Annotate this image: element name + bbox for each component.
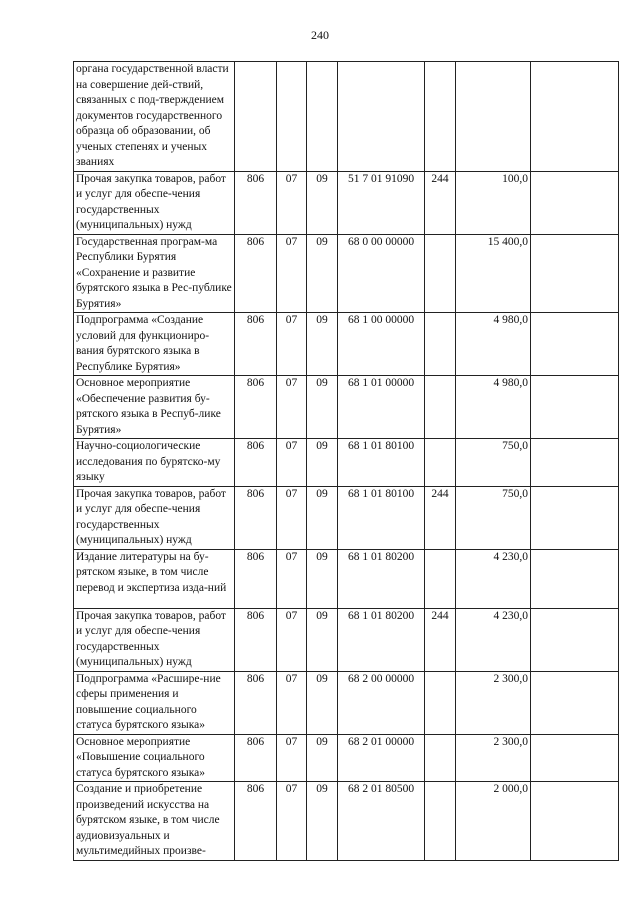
ministry-code-cell: 806 [235, 171, 277, 234]
table-body [74, 62, 619, 861]
row-name-cell: Основное мероприятие «Обеспечение развития бу-рятского языка в Респуб-лике Бурятия» [74, 376, 235, 439]
table-row [74, 734, 619, 782]
extra-cell [531, 782, 619, 861]
row-name-cell: органа государственной власти на совершение дей-ствий, связанных с под-тверждением документов государственного образца об образовании, об ученых степенях и ученых званиях [74, 62, 235, 172]
expense-type-cell [425, 313, 456, 376]
ministry-code-cell: 806 [235, 234, 277, 313]
expense-type-cell: 244 [425, 171, 456, 234]
extra-cell [531, 439, 619, 487]
budget-table [73, 61, 619, 861]
target-article-cell: 68 2 01 00000 [338, 734, 425, 782]
target-article-cell: 51 7 01 91090 [338, 171, 425, 234]
target-article-cell: 68 0 00 00000 [338, 234, 425, 313]
ministry-code-cell: 806 [235, 439, 277, 487]
table-row [74, 782, 619, 861]
section-cell [277, 62, 307, 172]
subsection-cell: 09 [307, 439, 338, 487]
section-cell: 07 [277, 734, 307, 782]
section-cell: 07 [277, 439, 307, 487]
subsection-cell: 09 [307, 734, 338, 782]
subsection-cell: 09 [307, 782, 338, 861]
expense-type-cell [425, 376, 456, 439]
table-row [74, 376, 619, 439]
ministry-code-cell: 806 [235, 549, 277, 608]
expense-type-cell [425, 782, 456, 861]
amount-cell: 2 300,0 [456, 671, 531, 734]
expense-type-cell [425, 234, 456, 313]
expense-type-cell [425, 734, 456, 782]
ministry-code-cell: 806 [235, 376, 277, 439]
expense-type-cell: 244 [425, 608, 456, 671]
extra-cell [531, 671, 619, 734]
amount-cell: 100,0 [456, 171, 531, 234]
target-article-cell: 68 1 01 80200 [338, 608, 425, 671]
extra-cell [531, 486, 619, 549]
expense-type-cell [425, 62, 456, 172]
row-name-cell: Основное мероприятие «Повышение социального статуса бурятского языка» [74, 734, 235, 782]
ministry-code-cell: 806 [235, 313, 277, 376]
subsection-cell: 09 [307, 486, 338, 549]
amount-cell: 4 980,0 [456, 376, 531, 439]
extra-cell [531, 376, 619, 439]
row-name-cell: Подпрограмма «Создание условий для функциониро-вания бурятского языка в Республике Бурятия» [74, 313, 235, 376]
ministry-code-cell: 806 [235, 671, 277, 734]
table-row [74, 486, 619, 549]
subsection-cell: 09 [307, 171, 338, 234]
target-article-cell: 68 1 00 00000 [338, 313, 425, 376]
subsection-cell: 09 [307, 549, 338, 608]
expense-type-cell: 244 [425, 486, 456, 549]
amount-cell: 4 980,0 [456, 313, 531, 376]
table-row [74, 439, 619, 487]
row-name-cell: Прочая закупка товаров, работ и услуг для обеспе-чения государственных (муниципальных) нужд [74, 608, 235, 671]
target-article-cell: 68 1 01 80100 [338, 439, 425, 487]
section-cell: 07 [277, 782, 307, 861]
section-cell: 07 [277, 608, 307, 671]
target-article-cell [338, 62, 425, 172]
expense-type-cell [425, 671, 456, 734]
section-cell: 07 [277, 313, 307, 376]
target-article-cell: 68 2 00 00000 [338, 671, 425, 734]
ministry-code-cell: 806 [235, 734, 277, 782]
amount-cell: 750,0 [456, 439, 531, 487]
ministry-code-cell: 806 [235, 782, 277, 861]
table-row [74, 549, 619, 608]
extra-cell [531, 313, 619, 376]
table-row [74, 608, 619, 671]
extra-cell [531, 171, 619, 234]
section-cell: 07 [277, 234, 307, 313]
target-article-cell: 68 1 01 80200 [338, 549, 425, 608]
amount-cell: 4 230,0 [456, 549, 531, 608]
section-cell: 07 [277, 549, 307, 608]
amount-cell: 4 230,0 [456, 608, 531, 671]
expense-type-cell [425, 439, 456, 487]
extra-cell [531, 62, 619, 172]
extra-cell [531, 734, 619, 782]
table-row [74, 62, 619, 172]
subsection-cell [307, 62, 338, 172]
ministry-code-cell: 806 [235, 486, 277, 549]
table-row [74, 171, 619, 234]
page-number: 240 [311, 28, 329, 42]
table-row [74, 313, 619, 376]
section-cell: 07 [277, 486, 307, 549]
row-name-cell: Прочая закупка товаров, работ и услуг для обеспе-чения государственных (муниципальных) нужд [74, 171, 235, 234]
subsection-cell: 09 [307, 376, 338, 439]
amount-cell: 2 000,0 [456, 782, 531, 861]
row-name-cell: Создание и приобретение произведений искусства на бурятском языке, в том числе аудиовизуальных и мультимедийных произве- [74, 782, 235, 861]
amount-cell: 15 400,0 [456, 234, 531, 313]
ministry-code-cell: 806 [235, 608, 277, 671]
subsection-cell: 09 [307, 671, 338, 734]
ministry-code-cell [235, 62, 277, 172]
subsection-cell: 09 [307, 234, 338, 313]
extra-cell [531, 608, 619, 671]
amount-cell: 750,0 [456, 486, 531, 549]
table-row [74, 671, 619, 734]
subsection-cell: 09 [307, 313, 338, 376]
extra-cell [531, 549, 619, 608]
row-name-cell: Государственная програм-ма Республики Бурятия «Сохранение и развитие бурятского языка в Рес-публике Бурятия» [74, 234, 235, 313]
target-article-cell: 68 1 01 80100 [338, 486, 425, 549]
row-name-cell: Научно-социологические исследования по бурятско-му языку [74, 439, 235, 487]
row-name-cell: Издание литературы на бу-рятском языке, в том числе перевод и экспертиза изда-ний [74, 549, 235, 608]
row-name-cell: Прочая закупка товаров, работ и услуг для обеспе-чения государственных (муниципальных) нужд [74, 486, 235, 549]
section-cell: 07 [277, 671, 307, 734]
section-cell: 07 [277, 171, 307, 234]
amount-cell: 2 300,0 [456, 734, 531, 782]
target-article-cell: 68 2 01 80500 [338, 782, 425, 861]
extra-cell [531, 234, 619, 313]
amount-cell [456, 62, 531, 172]
target-article-cell: 68 1 01 00000 [338, 376, 425, 439]
row-name-cell: Подпрограмма «Расшире-ние сферы применения и повышение социального статуса бурятского языка» [74, 671, 235, 734]
table-row [74, 234, 619, 313]
subsection-cell: 09 [307, 608, 338, 671]
section-cell: 07 [277, 376, 307, 439]
expense-type-cell [425, 549, 456, 608]
